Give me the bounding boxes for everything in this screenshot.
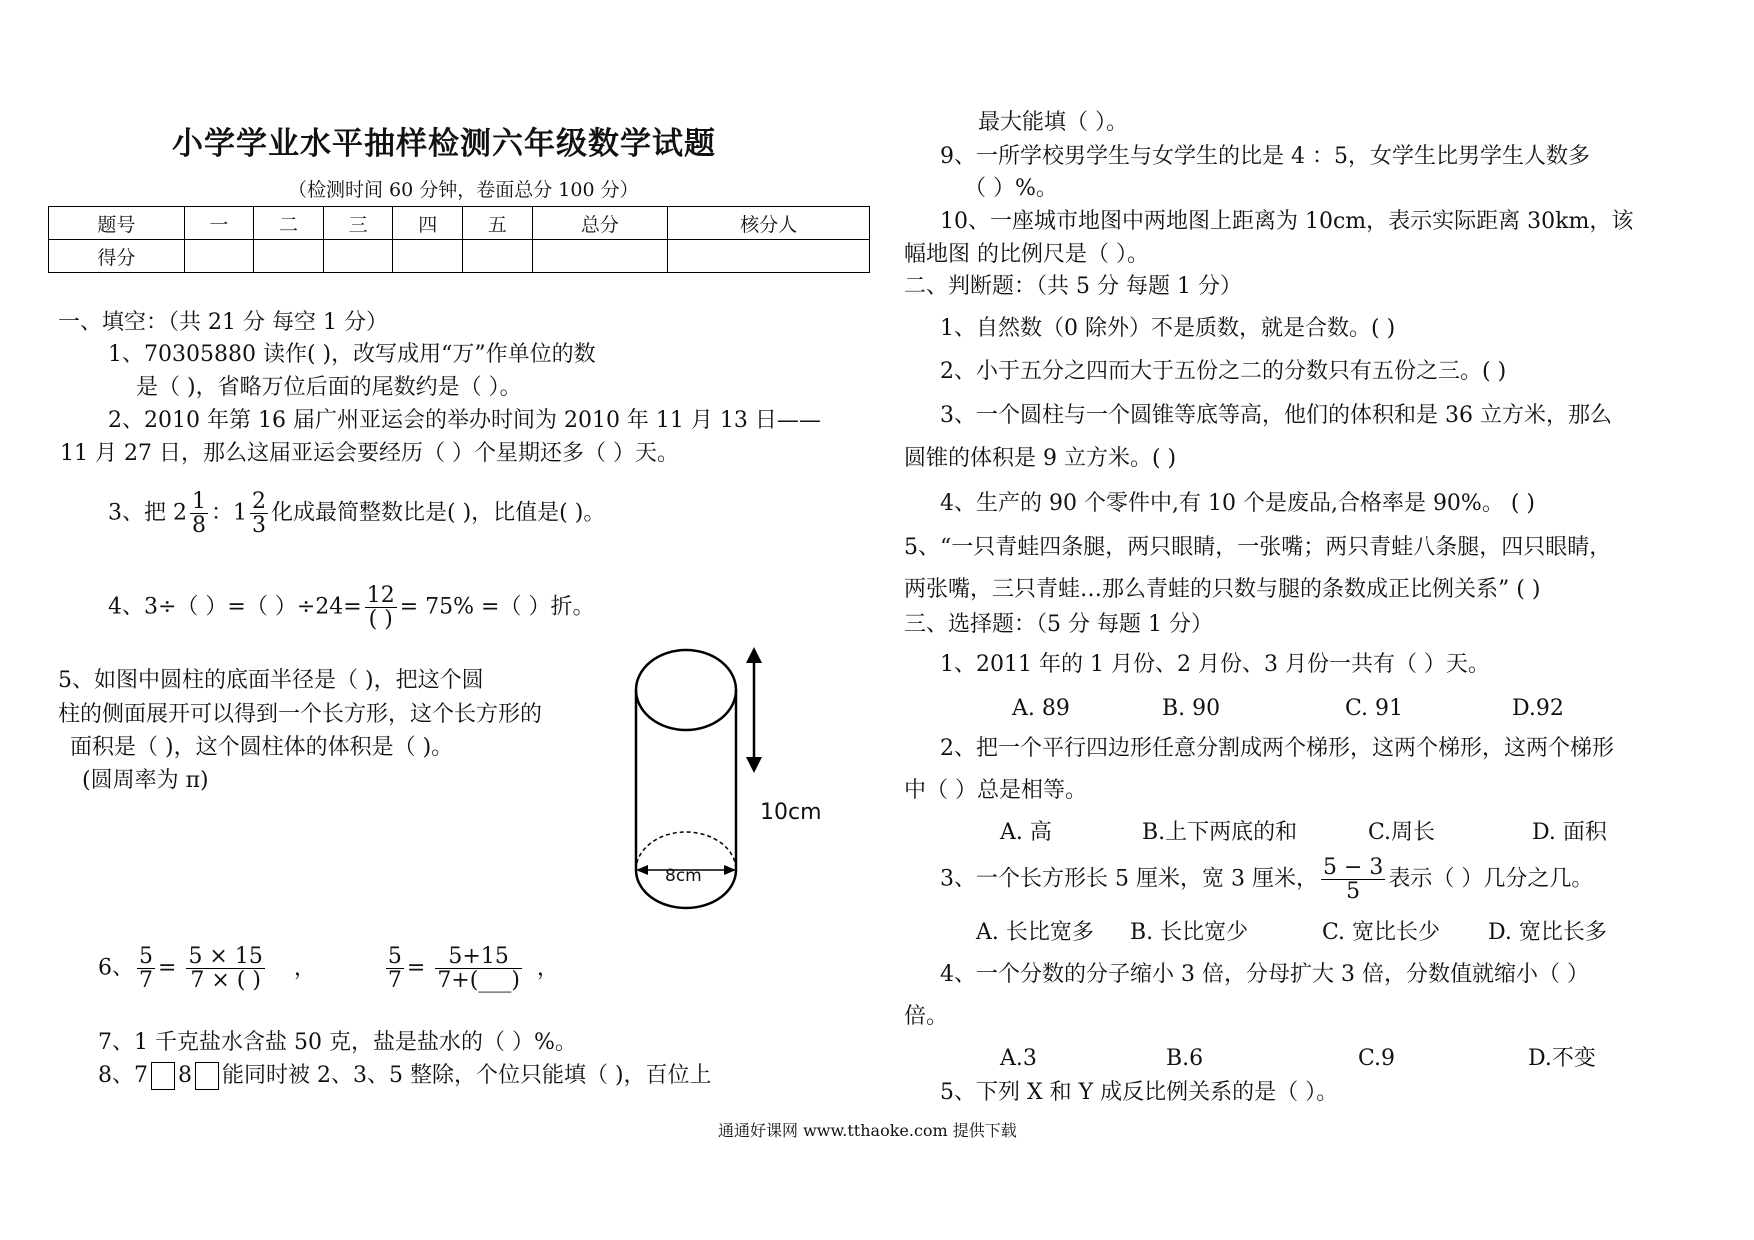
digit-blank-box[interactable] xyxy=(151,1062,175,1090)
question-3-ratio: ：1 xyxy=(211,500,247,526)
question-5-line-2: 柱的侧面展开可以得到一个长方形，这个长方形的 xyxy=(58,702,543,727)
question-8 xyxy=(98,1061,712,1091)
fraction xyxy=(250,490,268,537)
section-multiple-choice-heading: 三、选择题：（5 分 每题 1 分） xyxy=(904,612,1213,637)
fraction-numerator: 5 − 3 xyxy=(1322,855,1384,880)
choice-4-option-d[interactable]: D.不变 xyxy=(1528,1046,1596,1071)
fraction-denominator: 7 × ( ) xyxy=(190,968,261,994)
choice-4-option-a[interactable]: A.3 xyxy=(1000,1046,1037,1071)
score-cell[interactable] xyxy=(323,240,393,273)
choice-question-3 xyxy=(940,856,1593,903)
fraction xyxy=(186,945,264,992)
choice-1-option-a[interactable]: A. 89 xyxy=(1012,696,1070,721)
fraction-denominator: 7+(___) xyxy=(437,968,520,994)
fraction-numerator: 5+15 xyxy=(435,945,522,969)
choice-3-option-b[interactable]: B. 长比宽少 xyxy=(1130,920,1249,945)
fraction xyxy=(365,584,397,631)
choice-4-option-b[interactable]: B.6 xyxy=(1166,1046,1204,1071)
choice-question-3-prefix: 3、一个长方形长 5 厘米，宽 3 厘米， xyxy=(940,866,1318,892)
judge-question-3-line-2: 圆锥的体积是 9 立方米。( ) xyxy=(904,446,1177,471)
question-9-line-2: （ ）%。 xyxy=(964,176,1058,201)
question-6-label: 6、 xyxy=(98,955,134,981)
choice-question-1: 1、2011 年的 1 月份、2 月份、3 月份一共有（ ）天。 xyxy=(940,652,1490,677)
score-cell[interactable] xyxy=(393,240,463,273)
diameter-arrow-left xyxy=(636,865,648,875)
choice-question-3-suffix: 表示（ ）几分之几。 xyxy=(1388,866,1594,892)
score-row-label: 得分 xyxy=(49,240,185,273)
score-header-cell: 题号 xyxy=(49,207,185,240)
score-cell[interactable] xyxy=(668,240,870,273)
question-4 xyxy=(108,584,594,631)
choice-question-2-line-1: 2、把一个平行四边形任意分割成两个梯形，这两个梯形，这两个梯形 xyxy=(940,736,1614,761)
choice-question-2-line-2: 中（ ）总是相等。 xyxy=(904,778,1087,803)
choice-3-option-a[interactable]: A. 长比宽多 xyxy=(976,920,1094,945)
fraction-denominator: 7 xyxy=(139,968,153,994)
cylinder-bottom-back-arc xyxy=(636,832,736,870)
score-header-cell: 核分人 xyxy=(668,207,870,240)
score-header-cell: 五 xyxy=(463,207,533,240)
fraction xyxy=(190,490,208,537)
score-cell[interactable] xyxy=(254,240,324,273)
section-fill-in-heading: 一、填空：（共 21 分 每空 1 分） xyxy=(58,310,388,335)
equals-sign: = xyxy=(406,955,426,981)
footer-source: 通通好课网 www.tthaoke.com 提供下载 xyxy=(718,1121,1017,1140)
question-4-suffix: = 75% =（ ）折。 xyxy=(399,594,595,620)
question-3-suffix: 化成最简整数比是( )，比值是( )。 xyxy=(271,500,606,526)
fraction xyxy=(386,945,404,992)
question-5-line-1: 5、如图中圆柱的底面半径是（ )，把这个圆 xyxy=(58,668,484,693)
fraction-numerator: 5 xyxy=(139,944,153,969)
question-8-part-c: 能同时被 2、3、5 整除，个位只能填（ )，百位上 xyxy=(222,1063,712,1088)
fraction-denominator: 8 xyxy=(192,513,206,539)
score-header-cell: 四 xyxy=(393,207,463,240)
fraction-numerator: 2 xyxy=(252,489,266,514)
fraction-numerator: 1 xyxy=(192,489,206,514)
judge-question-1: 1、自然数（0 除外）不是质数，就是合数。( ) xyxy=(940,316,1396,341)
comma: ， xyxy=(293,955,316,981)
score-table xyxy=(48,206,870,273)
choice-4-option-c[interactable]: C.9 xyxy=(1358,1046,1396,1071)
question-7: 7、1 千克盐水含盐 50 克，盐是盐水的（ ）%。 xyxy=(98,1030,577,1055)
question-3 xyxy=(108,490,605,537)
score-header-cell: 总分 xyxy=(532,207,668,240)
height-arrow-top xyxy=(746,647,762,663)
fraction xyxy=(435,945,522,992)
question-9-line-1: 9、一所学校男学生与女学生的比是 4 ：5，女学生比男学生人数多 xyxy=(940,144,1590,169)
fraction-numerator: 12 xyxy=(366,583,395,608)
judge-question-3-line-1: 3、一个圆柱与一个圆锥等底等高，他们的体积和是 36 立方米，那么 xyxy=(940,403,1612,428)
question-10-line-2: 幅地图 的比例尺是（ ）。 xyxy=(904,242,1149,267)
choice-question-4-line-2: 倍。 xyxy=(904,1004,949,1029)
fraction xyxy=(1321,856,1385,903)
choice-3-option-d[interactable]: D. 宽比长多 xyxy=(1488,920,1607,945)
question-10-line-1: 10、一座城市地图中两地图上距离为 10cm，表示实际距离 30km，该 xyxy=(940,209,1634,234)
comma: ， xyxy=(536,955,559,981)
choice-2-option-c[interactable]: C.周长 xyxy=(1368,820,1436,845)
page-title: 小学学业水平抽样检测六年级数学试题 xyxy=(172,126,716,162)
question-4-prefix: 4、3÷（ ）=（ ）÷24= xyxy=(108,594,362,620)
judge-question-5-line-1: 5、“一只青蛙四条腿，两只眼睛，一张嘴；两只青蛙八条腿，四只眼睛， xyxy=(904,535,1612,560)
question-8-continued: 最大能填（ ）。 xyxy=(978,110,1128,135)
choice-1-option-d[interactable]: D.92 xyxy=(1512,696,1564,721)
diameter-label: 8cm xyxy=(665,866,702,886)
choice-1-option-c[interactable]: C. 91 xyxy=(1345,696,1404,721)
question-1-line-1: 1、70305880 读作( )，改写成用“万”作单位的数 xyxy=(108,342,596,367)
cylinder-top-ellipse xyxy=(636,650,736,730)
height-label: 10cm xyxy=(760,800,822,825)
judge-question-2: 2、小于五分之四而大于五份之二的分数只有五份之三。( ) xyxy=(940,359,1507,384)
choice-2-option-d[interactable]: D. 面积 xyxy=(1532,820,1607,845)
section-true-false-heading: 二、判断题：（共 5 分 每题 1 分） xyxy=(904,274,1242,299)
choice-1-option-b[interactable]: B. 90 xyxy=(1162,696,1221,721)
page-subtitle: （检测时间 60 分钟，卷面总分 100 分） xyxy=(288,179,639,201)
digit-blank-box[interactable] xyxy=(195,1062,219,1090)
diameter-arrow-right xyxy=(724,865,736,875)
equals-sign: = xyxy=(158,955,177,981)
question-8-part-b: 8 xyxy=(178,1063,192,1088)
question-1-line-2: 是（ )，省略万位后面的尾数约是（ ）。 xyxy=(136,375,522,400)
question-2-line-2: 11 月 27 日，那么这届亚运会要经历（ ）个星期还多（ ）天。 xyxy=(60,441,679,466)
question-8-part-a: 8、7 xyxy=(98,1063,148,1088)
question-2-line-1: 2、2010 年第 16 届广州亚运会的举办时间为 2010 年 11 月 13 日—— xyxy=(108,408,821,433)
question-3-prefix: 3、把 2 xyxy=(108,500,187,526)
fraction-numerator: 5 × 15 xyxy=(188,944,263,969)
choice-2-option-b[interactable]: B.上下两底的和 xyxy=(1142,820,1298,845)
score-header-cell: 三 xyxy=(323,207,393,240)
choice-3-option-c[interactable]: C. 宽比长少 xyxy=(1322,920,1441,945)
fraction-denominator: 7 xyxy=(387,968,402,994)
fraction-denominator: ( ) xyxy=(368,607,393,633)
choice-2-option-a[interactable]: A. 高 xyxy=(1000,820,1052,845)
judge-question-4: 4、生产的 90 个零件中,有 10 个是废品,合格率是 90%。 ( ) xyxy=(940,491,1535,516)
score-cell[interactable] xyxy=(463,240,533,273)
score-table-header-row xyxy=(49,207,870,240)
fraction-numerator: 5 xyxy=(387,944,402,969)
question-6 xyxy=(98,945,559,992)
score-cell[interactable] xyxy=(184,240,254,273)
question-5-line-4: (圆周率为 π) xyxy=(82,768,209,793)
score-header-cell: 一 xyxy=(184,207,254,240)
fraction-denominator: 5 xyxy=(1346,879,1361,905)
question-5-line-3: 面积是（ )，这个圆柱体的体积是（ )。 xyxy=(70,735,454,760)
choice-question-5: 5、下列 X 和 Y 成反比例关系的是（ ）。 xyxy=(940,1080,1339,1105)
score-header-cell: 二 xyxy=(254,207,324,240)
score-cell[interactable] xyxy=(532,240,668,273)
height-arrow-bottom xyxy=(746,757,762,773)
fraction xyxy=(137,945,155,992)
judge-question-5-line-2: 两张嘴，三只青蛙…那么青蛙的只数与腿的条数成正比例关系” ( ) xyxy=(904,577,1541,602)
fraction-denominator: 3 xyxy=(252,513,266,539)
score-table-score-row xyxy=(49,240,870,273)
choice-question-4-line-1: 4、一个分数的分子缩小 3 倍，分母扩大 3 倍，分数值就缩小（ ） xyxy=(940,962,1589,987)
